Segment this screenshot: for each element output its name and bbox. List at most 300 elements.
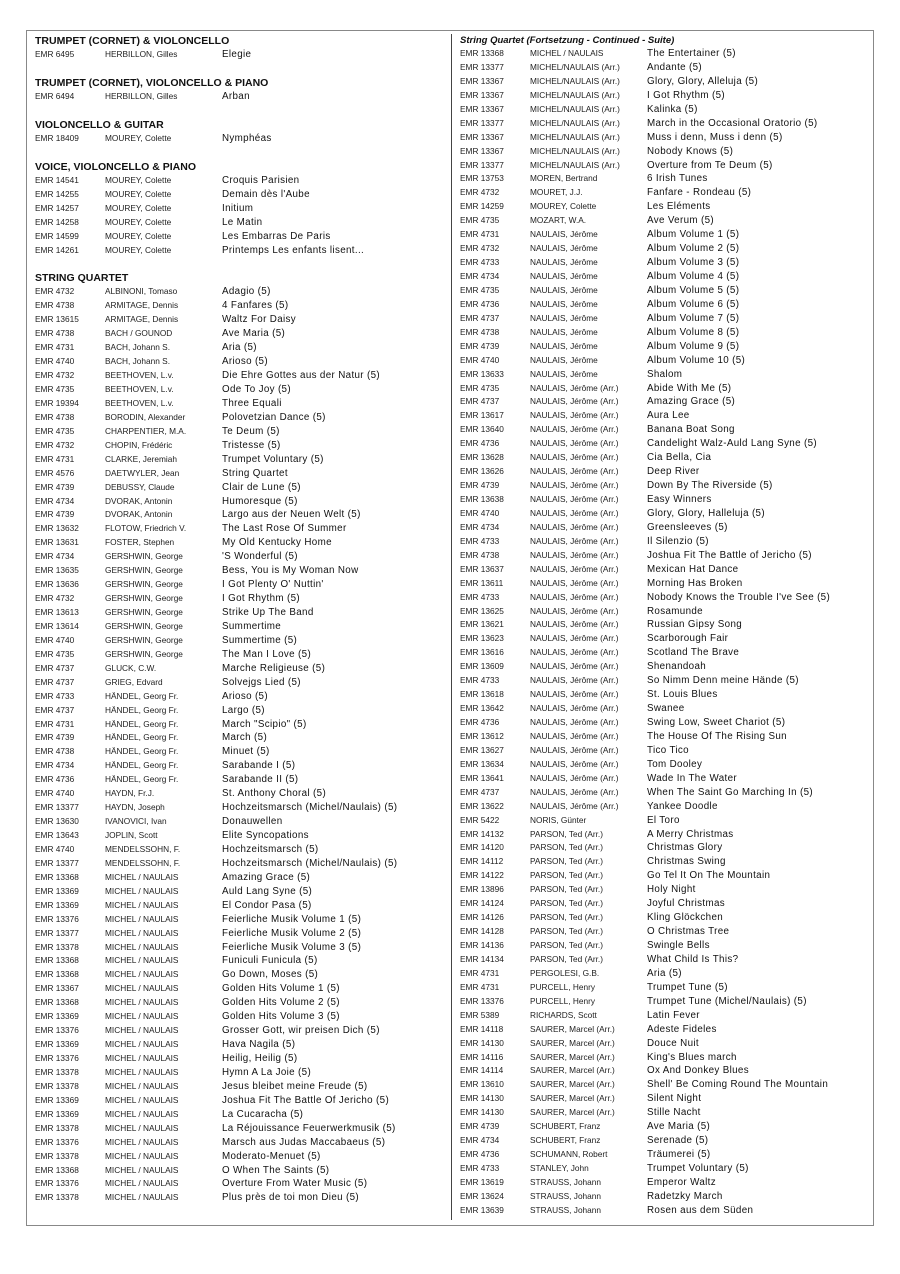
catalog-number: EMR 13616 (460, 647, 504, 658)
catalog-entry (35, 244, 445, 258)
composer-name: NAULAIS, Jérôme (530, 312, 598, 323)
catalog-entry (35, 508, 445, 522)
catalog-entry (35, 871, 445, 885)
catalog-entry (35, 676, 445, 690)
work-title: El Condor Pasa (5) (222, 899, 312, 911)
composer-name: MOURET, J.J. (530, 187, 583, 198)
catalog-entry (460, 256, 872, 270)
catalog-number: EMR 14132 (460, 828, 504, 839)
catalog-entry (460, 437, 872, 451)
composer-name: MICHEL / NAULAIS (105, 941, 179, 952)
catalog-number: EMR 14122 (460, 870, 504, 881)
catalog-number: EMR 13633 (460, 368, 504, 379)
work-title: Joshua Fit The Battle Of Jericho (5) (222, 1094, 390, 1106)
work-title: Tico Tico (647, 744, 689, 756)
catalog-number: EMR 13626 (460, 466, 504, 477)
catalog-number: EMR 13369 (35, 1108, 79, 1119)
catalog-number: EMR 13376 (35, 1053, 79, 1063)
composer-name: MICHEL / NAULAIS (105, 1178, 179, 1189)
catalog-entry (460, 89, 872, 103)
catalog-number: EMR 6495 (35, 49, 75, 59)
catalog-entry (460, 1023, 872, 1037)
composer-name: PARSON, Ted (Arr.) (530, 856, 603, 867)
catalog-entry (35, 202, 445, 216)
catalog-entry (460, 814, 872, 828)
catalog-entry (460, 1204, 872, 1218)
composer-name: GERSHWIN, George (105, 648, 183, 659)
right-column (460, 34, 872, 1218)
work-title: Andante (5) (647, 61, 703, 73)
catalog-section (35, 118, 445, 146)
work-title: 6 Irish Tunes (647, 173, 708, 185)
catalog-number: EMR 13369 (35, 1039, 79, 1050)
catalog-entry (35, 1164, 445, 1178)
composer-name: GLUCK, C.W. (105, 662, 157, 673)
catalog-entry (460, 925, 872, 939)
work-title: My Old Kentucky Home (222, 537, 332, 549)
catalog-number: EMR 14130 (460, 1093, 504, 1104)
catalog-number: EMR 4732 (35, 370, 75, 381)
composer-name: PARSON, Ted (Arr.) (530, 884, 603, 895)
composer-name: GRIEG, Edvard (105, 676, 163, 687)
catalog-number: EMR 13369 (35, 899, 79, 910)
catalog-entry (460, 382, 872, 396)
work-title: Album Volume 8 (5) (647, 326, 740, 338)
catalog-entry (35, 801, 445, 815)
work-title: So Nimm Denn meine Hände (5) (647, 675, 799, 687)
catalog-number: EMR 13377 (460, 61, 504, 72)
catalog-entry (35, 815, 445, 829)
catalog-number: EMR 13641 (460, 772, 504, 783)
work-title: Album Volume 5 (5) (647, 284, 740, 296)
catalog-entry (460, 591, 872, 605)
catalog-number: EMR 13612 (460, 730, 504, 741)
composer-name: SAURER, Marcel (Arr.) (530, 1065, 615, 1076)
catalog-section (460, 34, 872, 1218)
catalog-entry (35, 927, 445, 941)
section-heading: VIOLONCELLO & GUITAR (35, 118, 164, 131)
composer-name: CHOPIN, Frédéric (105, 439, 173, 450)
catalog-number: EMR 4737 (460, 786, 500, 797)
catalog-entry (35, 90, 445, 104)
catalog-number: EMR 13621 (460, 619, 504, 630)
catalog-number: EMR 6494 (35, 90, 75, 101)
composer-name: MICHEL / NAULAIS (105, 1164, 179, 1175)
catalog-entry (460, 242, 872, 256)
catalog-entry (460, 61, 872, 75)
work-title: Go Tel It On The Mountain (647, 870, 771, 882)
composer-name: JOPLIN, Scott (105, 830, 158, 840)
work-title: Morning Has Broken (647, 577, 743, 589)
work-title: Plus près de toi mon Dieu (5) (222, 1192, 360, 1204)
composer-name: HÄNDEL, Georg Fr. (105, 760, 179, 771)
composer-name: NAULAIS, Jérôme (Arr.) (530, 730, 619, 741)
catalog-entry (35, 1136, 445, 1150)
catalog-entry (35, 662, 445, 676)
catalog-number: EMR 13614 (35, 620, 79, 631)
composer-name: PERGOLESI, G.B. (530, 967, 600, 978)
work-title: Scotland The Brave (647, 647, 740, 659)
work-title: March in the Occasional Oratorio (5) (647, 117, 818, 129)
catalog-entry (460, 200, 872, 214)
work-title: Feierliche Musik Volume 3 (5) (222, 941, 362, 953)
work-title: Golden Hits Volume 2 (5) (222, 997, 340, 1009)
catalog-number: EMR 4736 (460, 298, 500, 309)
catalog-number: EMR 4731 (35, 718, 75, 729)
catalog-number: EMR 13368 (35, 1164, 79, 1175)
catalog-number: EMR 4731 (35, 342, 75, 353)
composer-name: ALBINONI, Tomaso (105, 286, 178, 297)
composer-name: HÄNDEL, Georg Fr. (105, 746, 179, 757)
composer-name: NAULAIS, Jérôme (Arr.) (530, 717, 619, 727)
catalog-number: EMR 13368 (35, 871, 79, 882)
catalog-number: EMR 14255 (35, 188, 79, 199)
composer-name: HÄNDEL, Georg Fr. (105, 704, 179, 715)
catalog-number: EMR 5422 (460, 814, 500, 825)
catalog-number: EMR 13623 (460, 633, 504, 644)
composer-name: HERBILLON, Gilles (105, 49, 178, 59)
composer-name: MICHEL / NAULAIS (105, 913, 179, 924)
composer-name: MICHEL / NAULAIS (105, 1150, 179, 1161)
composer-name: MOUREY, Colette (105, 174, 172, 185)
catalog-entry (460, 507, 872, 521)
composer-name: GERSHWIN, George (105, 634, 183, 645)
section-heading: String Quartet (Fortsetzung - Continued - Suite) (460, 35, 675, 46)
catalog-entry (460, 786, 872, 800)
composer-name: SAURER, Marcel (Arr.) (530, 1079, 615, 1090)
catalog-entry (460, 1037, 872, 1051)
work-title: Initium (222, 202, 254, 214)
catalog-entry (460, 1162, 872, 1176)
work-title: Le Matin (222, 216, 263, 228)
work-title: Largo (5) (222, 704, 265, 716)
catalog-entry (35, 481, 445, 495)
catalog-number: EMR 14261 (35, 244, 79, 255)
catalog-entry (35, 857, 445, 871)
composer-name: MOUREY, Colette (105, 132, 172, 143)
work-title: Bess, You is My Woman Now (222, 565, 359, 577)
work-title: Album Volume 6 (5) (647, 298, 740, 310)
composer-name: PARSON, Ted (Arr.) (530, 926, 603, 937)
work-title: 'S Wonderful (5) (222, 551, 298, 563)
catalog-entry (460, 730, 872, 744)
composer-name: CHARPENTIER, M.A. (105, 425, 187, 436)
composer-name: MICHEL/NAULAIS (Arr.) (530, 117, 620, 128)
work-title: Album Volume 7 (5) (647, 312, 740, 324)
catalog-number: EMR 13753 (460, 173, 504, 184)
catalog-entry (35, 1024, 445, 1038)
catalog-number: EMR 13367 (460, 103, 504, 114)
catalog-number: EMR 4740 (35, 788, 75, 799)
work-title: Go Down, Moses (5) (222, 969, 319, 981)
catalog-entry (35, 550, 445, 564)
catalog-number: EMR 13378 (35, 1192, 79, 1203)
catalog-number: EMR 4733 (35, 690, 75, 701)
catalog-entry (35, 1150, 445, 1164)
composer-name: NAULAIS, Jérôme (Arr.) (530, 521, 619, 532)
work-title: Die Ehre Gottes aus der Natur (5) (222, 370, 381, 382)
work-title: Elite Syncopations (222, 830, 309, 841)
column-divider (451, 34, 452, 1220)
composer-name: NAULAIS, Jérôme (530, 354, 598, 365)
work-title: Scarborough Fair (647, 633, 729, 645)
composer-name: MICHEL / NAULAIS (105, 1066, 179, 1077)
catalog-entry (35, 1080, 445, 1094)
work-title: Glory, Glory, Halleluja (5) (647, 507, 765, 519)
catalog-entry (460, 1092, 872, 1106)
catalog-entry (460, 270, 872, 284)
work-title: Trumpet Voluntary (5) (647, 1163, 749, 1174)
catalog-entry (35, 1108, 445, 1122)
catalog-entry (460, 493, 872, 507)
catalog-entry (35, 1010, 445, 1024)
catalog-entry (460, 354, 872, 368)
composer-name: BACH / GOUNOD (105, 328, 173, 339)
composer-name: NAULAIS, Jérôme (Arr.) (530, 563, 619, 574)
composer-name: SCHUMANN, Robert (530, 1149, 608, 1160)
catalog-entry (460, 521, 872, 535)
work-title: Album Volume 3 (5) (647, 257, 740, 269)
catalog-number: EMR 13630 (35, 816, 79, 827)
catalog-entry (460, 855, 872, 869)
work-title: O When The Saints (5) (222, 1164, 330, 1176)
catalog-number: EMR 14599 (35, 230, 79, 241)
catalog-number: EMR 4738 (35, 328, 75, 339)
work-title: Hochzeitsmarsch (Michel/Naulais) (5) (222, 857, 398, 869)
composer-name: MICHEL / NAULAIS (105, 1011, 179, 1022)
catalog-number: EMR 14130 (460, 1037, 504, 1048)
composer-name: HERBILLON, Gilles (105, 90, 178, 101)
work-title: Ave Maria (5) (222, 328, 286, 340)
catalog-entry (460, 646, 872, 660)
catalog-entry (460, 939, 872, 953)
composer-name: FLOTOW, Friedrich V. (105, 523, 187, 534)
work-title: Holy Night (647, 884, 696, 896)
work-title: Silent Night (647, 1093, 702, 1105)
work-title: Russian Gipsy Song (647, 619, 743, 631)
catalog-entry (35, 731, 445, 745)
catalog-entry (35, 773, 445, 787)
composer-name: HÄNDEL, Georg Fr. (105, 732, 179, 743)
work-title: Aura Lee (647, 410, 690, 422)
catalog-number: EMR 4738 (35, 300, 75, 311)
catalog-number: EMR 13378 (35, 1122, 79, 1133)
composer-name: MICHEL/NAULAIS (Arr.) (530, 159, 620, 170)
work-title: Trumpet Tune (5) (647, 981, 728, 993)
catalog-entry (460, 214, 872, 228)
catalog-number: EMR 13635 (35, 565, 79, 576)
catalog-entry (35, 285, 445, 299)
composer-name: SAURER, Marcel (Arr.) (530, 1051, 615, 1062)
catalog-entry (460, 758, 872, 772)
catalog-entry (460, 186, 872, 200)
catalog-number: EMR 13642 (460, 703, 504, 714)
work-title: Kalinka (5) (647, 103, 698, 115)
catalog-entry (460, 1064, 872, 1078)
catalog-number: EMR 4738 (460, 326, 500, 337)
catalog-entry (460, 159, 872, 173)
composer-name: NAULAIS, Jérôme (Arr.) (530, 703, 619, 714)
work-title: Arioso (5) (222, 690, 268, 702)
catalog-entry (460, 828, 872, 842)
catalog-number: EMR 13643 (35, 830, 79, 840)
catalog-entry (35, 578, 445, 592)
composer-name: NAULAIS, Jérôme (Arr.) (530, 744, 619, 755)
section-heading: TRUMPET (CORNET) & VIOLONCELLO (35, 35, 230, 47)
composer-name: BEETHOVEN, L.v. (105, 370, 174, 381)
work-title: The Man I Love (5) (222, 648, 312, 660)
work-title: Arioso (5) (222, 356, 268, 368)
catalog-entry (460, 1106, 872, 1120)
catalog-entry (460, 1078, 872, 1092)
composer-name: NAULAIS, Jérôme (Arr.) (530, 535, 619, 546)
composer-name: NAULAIS, Jérôme (Arr.) (530, 480, 619, 491)
work-title: Three Equali (222, 397, 282, 409)
composer-name: NAULAIS, Jérôme (530, 326, 598, 337)
catalog-number: EMR 13631 (35, 537, 79, 548)
work-title: Moderato-Menuet (5) (222, 1150, 321, 1162)
catalog-entry (35, 1191, 445, 1205)
catalog-section (35, 34, 445, 62)
catalog-entry (460, 1176, 872, 1190)
composer-name: MOUREY, Colette (105, 216, 172, 227)
catalog-number: EMR 13378 (35, 1150, 79, 1161)
composer-name: FOSTER, Stephen (105, 537, 175, 548)
composer-name: NAULAIS, Jérôme (Arr.) (530, 410, 619, 421)
composer-name: PURCELL, Henry (530, 995, 596, 1006)
catalog-entry (35, 369, 445, 383)
catalog-number: EMR 13368 (460, 48, 504, 58)
work-title: Te Deum (5) (222, 425, 280, 437)
work-title: Hochzeitsmarsch (Michel/Naulais) (5) (222, 802, 398, 814)
work-title: Glory, Glory, Alleluja (5) (647, 75, 759, 87)
catalog-entry (35, 745, 445, 759)
catalog-number: EMR 4740 (35, 356, 75, 367)
catalog-entry (35, 620, 445, 634)
catalog-entry (35, 467, 445, 481)
catalog-entry (460, 688, 872, 702)
composer-name: NAULAIS, Jérôme (Arr.) (530, 772, 619, 783)
work-title: Hava Nagila (5) (222, 1039, 296, 1051)
catalog-number: EMR 13378 (35, 941, 79, 952)
catalog-entry (460, 395, 872, 409)
catalog-number: EMR 4737 (35, 704, 75, 715)
work-title: Ave Verum (5) (647, 215, 714, 227)
work-title: When The Saint Go Marching In (5) (647, 786, 814, 798)
work-title: Sarabande II (5) (222, 774, 299, 786)
catalog-entry (35, 634, 445, 648)
work-title: Album Volume 9 (5) (647, 340, 740, 352)
catalog-number: EMR 4733 (460, 1163, 500, 1173)
catalog-number: EMR 13378 (35, 1080, 79, 1091)
catalog-entry (460, 1120, 872, 1134)
composer-name: NAULAIS, Jérôme (Arr.) (530, 786, 619, 797)
catalog-number: EMR 14134 (460, 953, 504, 964)
catalog-number: EMR 4576 (35, 467, 75, 478)
work-title: Album Volume 4 (5) (647, 271, 740, 282)
work-title: Aria (5) (222, 342, 257, 354)
catalog-number: EMR 13377 (460, 117, 504, 128)
catalog-entry (460, 869, 872, 883)
catalog-number: EMR 4740 (35, 843, 75, 854)
work-title: St. Louis Blues (647, 689, 718, 701)
composer-name: MICHEL / NAULAIS (105, 1108, 179, 1119)
composer-name: NAULAIS, Jérôme (Arr.) (530, 591, 619, 602)
catalog-number: EMR 13611 (460, 577, 504, 588)
catalog-number: EMR 13617 (460, 410, 504, 421)
work-title: I Got Plenty O' Nuttin' (222, 579, 324, 591)
composer-name: GERSHWIN, George (105, 620, 183, 631)
work-title: Hymn A La Joie (5) (222, 1066, 312, 1078)
catalog-number: EMR 4738 (460, 549, 500, 560)
catalog-number: EMR 14130 (460, 1107, 504, 1118)
composer-name: MICHEL / NAULAIS (530, 48, 604, 58)
catalog-number: EMR 4738 (35, 411, 75, 422)
catalog-number: EMR 14128 (460, 926, 504, 937)
catalog-entry (35, 453, 445, 467)
catalog-entry (35, 899, 445, 913)
catalog-entry (35, 1052, 445, 1066)
catalog-section (35, 271, 445, 1205)
catalog-section (35, 76, 445, 104)
composer-name: CLARKE, Jeremiah (105, 453, 177, 464)
catalog-entry (460, 911, 872, 925)
catalog-number: EMR 4734 (35, 551, 75, 562)
composer-name: PARSON, Ted (Arr.) (530, 898, 603, 909)
composer-name: DAETWYLER, Jean (105, 467, 180, 478)
catalog-number: EMR 13368 (35, 969, 79, 980)
catalog-entry (35, 1122, 445, 1136)
catalog-entry (460, 298, 872, 312)
catalog-number: EMR 13369 (35, 885, 79, 896)
catalog-number: EMR 13377 (35, 857, 79, 868)
composer-name: MICHEL / NAULAIS (105, 927, 179, 938)
catalog-number: EMR 13625 (460, 605, 504, 616)
catalog-entry (35, 341, 445, 355)
catalog-number: EMR 4734 (460, 521, 500, 532)
work-title: Trumpet Voluntary (5) (222, 453, 324, 465)
composer-name: MICHEL / NAULAIS (105, 1080, 179, 1091)
catalog-entry (460, 47, 872, 61)
catalog-number: EMR 13376 (35, 913, 79, 924)
composer-name: MICHEL/NAULAIS (Arr.) (530, 145, 620, 156)
catalog-number: EMR 4732 (35, 439, 75, 450)
work-title: Tristesse (5) (222, 439, 281, 451)
composer-name: NORIS, Günter (530, 814, 587, 825)
work-title: Marche Religieuse (5) (222, 662, 326, 674)
catalog-number: EMR 4734 (35, 495, 75, 506)
work-title: Waltz For Daisy (222, 314, 297, 326)
work-title: Douce Nuit (647, 1037, 699, 1049)
catalog-entry (35, 216, 445, 230)
composer-name: DEBUSSY, Claude (105, 481, 175, 492)
work-title: Croquis Parisien (222, 174, 300, 186)
work-title: Demain dès l'Aube (222, 188, 310, 200)
work-title: Elegie (222, 49, 252, 60)
work-title: Golden Hits Volume 3 (5) (222, 1011, 340, 1023)
work-title: Hochzeitsmarsch (5) (222, 843, 319, 855)
composer-name: NAULAIS, Jérôme (Arr.) (530, 494, 619, 504)
catalog-number: EMR 13377 (460, 159, 504, 170)
catalog-number: EMR 4734 (460, 271, 500, 281)
work-title: Clair de Lune (5) (222, 481, 301, 493)
work-title: Jesus bleibet meine Freude (5) (222, 1080, 368, 1092)
catalog-section (35, 160, 445, 258)
composer-name: NAULAIS, Jérôme (Arr.) (530, 396, 619, 407)
composer-name: MICHEL/NAULAIS (Arr.) (530, 75, 620, 86)
work-title: La Réjouissance Feuerwerkmusik (5) (222, 1122, 396, 1134)
catalog-number: EMR 14114 (460, 1065, 504, 1076)
